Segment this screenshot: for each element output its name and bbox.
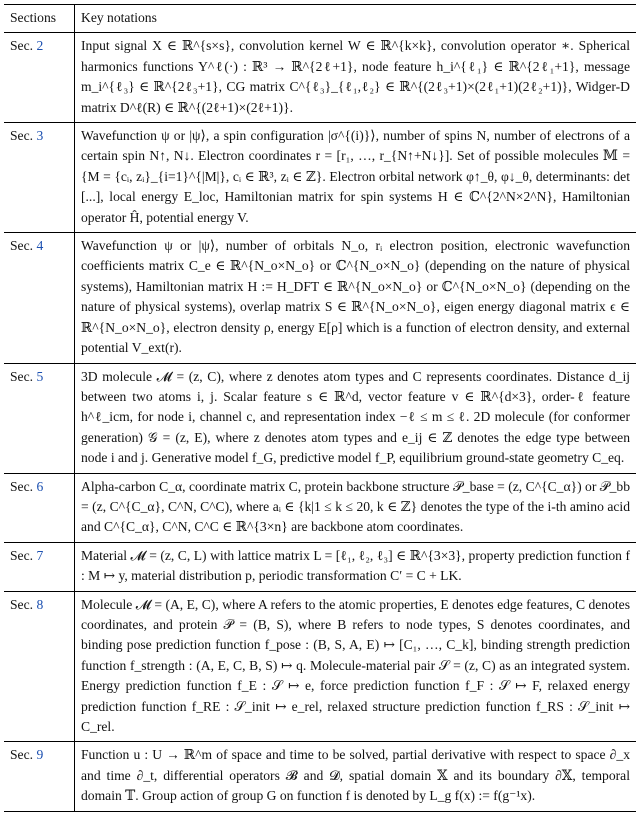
notation-cell: Material 𝓜 = (z, C, L) with lattice matrix L = [ℓ₁, ℓ₂, ℓ₃] ∈ ℝ^{3×3}, property prediction function f : M ↦ y, material distribution p, periodic transformation C′ = C + LK. xyxy=(81,547,630,584)
table-row xyxy=(4,742,636,811)
table-row xyxy=(4,591,636,742)
section-prefix: Sec. xyxy=(10,596,37,612)
section-prefix: Sec. xyxy=(10,368,37,384)
section-cell xyxy=(4,123,75,233)
notation-cell: Wavefunction ψ or |ψ⟩, number of orbitals N_o, rᵢ electron position, electronic wavefunction coefficients matrix C_e ∈ ℝ^{N_o×N_o} or ℂ^{N_o×N_o} (depending on the nature of physical systems), Hamiltonian matrix H := H_DFT ∈ ℝ^{N_o×N_o} or ℂ^{N_o×N_o} (depending on the nature of physical systems), overlap matrix S ∈ ℝ^{N_o×N_o}, eigen energy diagonal matrix ϵ ∈ ℝ^{N_o×N_o}, electron density ρ, energy E[ρ] which is a function of electron density, and external potential V_ext(r). xyxy=(81,238,630,356)
section-link[interactable]: 3 xyxy=(36,128,44,144)
table-row xyxy=(4,363,636,473)
notation-cell: Molecule 𝓜 = (A, E, C), where A refers to the atomic properties, E denotes edge features, C denotes coordinates, and protein 𝒫 = (B, S), where B refers to node types, S denotes coordinates, and binding pose prediction function f_pose : (B, S, A, E) ↦ [C₁, …, C_k], binding strength prediction function f_strength : (A, E, C, B, S) ↦ q. Molecule-material pair 𝒮 = (z, C) as an integrated system. Energy prediction function f_E : 𝒮 ↦ e, force prediction function f_F : 𝒮 ↦ F, relaxed energy prediction function f_RE : 𝒮_init ↦ e_rel, relaxed structure prediction function f_RS : 𝒮_init ↦ C_rel. xyxy=(81,596,630,734)
table-row xyxy=(4,33,636,123)
section-link[interactable]: 6 xyxy=(36,478,44,494)
section-cell xyxy=(4,473,75,542)
table-row xyxy=(4,123,636,233)
section-link[interactable]: 4 xyxy=(36,238,44,254)
section-cell xyxy=(4,542,75,591)
section-cell xyxy=(4,363,75,473)
notation-cell: Function u : U → ℝ^m of space and time to be solved, partial derivative with respect to space ∂_x and time ∂_t, differential operators 𝓑 and 𝓓, spatial domain 𝕏 and its boundary ∂𝕏, temporal domain 𝕋. Group action of group G on function f is denoted by L_g f(x) := f(g⁻¹x). xyxy=(81,747,630,804)
notation-cell: Input signal X ∈ ℝ^{s×s}, convolution kernel W ∈ ℝ^{k×k}, convolution operator ∗. Spherical harmonics functions Y^ℓ(·) : ℝ³ → ℝ^{2ℓ+1}, node feature h_i^{ℓ₁} ∈ ℝ^{2ℓ₁+1}, message m_i^{ℓ₃} ∈ ℝ^{2ℓ₃+1}, CG matrix C^{ℓ₃}_{ℓ₁,ℓ₂} ∈ ℝ^{(2ℓ₃+1)×(2ℓ₁+1)(2ℓ₂+1)}, Widger-D matrix D^ℓ(R) ∈ ℝ^{(2ℓ+1)×(2ℓ+1)}. xyxy=(81,38,630,115)
notation-cell: Alpha-carbon C_α, coordinate matrix C, protein backbone structure 𝒫_base = (z, C^{C_α}) or 𝒫_bb = (z, C^{C_α}, C^N, C^C), where aᵢ ∈ {k|1 ≤ k ≤ 20, k ∈ ℤ} denotes the type of the i-th amino acid and C^{C_α}, C^N, C^C ∈ ℝ^{3×n} are backbone atom coordinates. xyxy=(81,478,630,535)
header-key-notations: Key notations xyxy=(81,10,157,25)
section-prefix: Sec. xyxy=(10,547,37,563)
section-prefix: Sec. xyxy=(10,128,37,144)
table-row xyxy=(4,542,636,591)
section-link[interactable]: 8 xyxy=(36,596,44,612)
section-cell xyxy=(4,591,75,742)
key-notations-table xyxy=(4,4,636,812)
header-sections: Sections xyxy=(4,5,75,33)
notation-cell: Wavefunction ψ or |ψ⟩, a spin configuration |σ^{(i)}⟩, number of spins N, number of electrons of a certain spin N↑, N↓. Electron coordinates r = [r₁, …, r_{N↑+N↓}]. Set of possible molecules 𝕄 = {M = {cᵢ, zᵢ}_{i=1}^{|M|}, cᵢ ∈ ℝ³, zᵢ ∈ ℤ}. Electron orbital network φ↑_θ, φ↓_θ, determinants: det [...], local energy E_loc, Hamiltonian matrix for spin systems H ∈ ℂ^{2^N×2^N}, Hamiltonian operator Ĥ, potential energy V. xyxy=(81,128,630,225)
table-row xyxy=(4,473,636,542)
section-link[interactable]: 2 xyxy=(36,38,44,54)
notation-cell: 3D molecule 𝓜 = (z, C), where z denotes atom types and C represents coordinates. Distance d_ij between two atoms i, j. Scalar feature s ∈ ℝ^d, vector feature v ∈ ℝ^{d×3}, order-ℓ feature h^ℓ_icm, for node i, channel c, and representation index −ℓ ≤ m ≤ ℓ. 2D molecule (for conformer generation) 𝒢 = (z, E), where z denotes atom types and e_ij ∈ ℤ denotes the edge type between node i and j. Generative model f_G, predictive model f_P, equilibrium ground-state geometry C_eq. xyxy=(81,368,630,466)
table-row xyxy=(4,233,636,363)
section-cell xyxy=(4,233,75,363)
section-prefix: Sec. xyxy=(10,478,37,494)
section-cell xyxy=(4,33,75,123)
section-cell xyxy=(4,742,75,811)
section-prefix: Sec. xyxy=(10,747,37,763)
section-link[interactable]: 9 xyxy=(36,747,44,763)
section-prefix: Sec. xyxy=(10,238,37,254)
section-prefix: Sec. xyxy=(10,38,37,54)
table-header-row xyxy=(4,5,636,33)
section-link[interactable]: 7 xyxy=(36,547,44,563)
section-link[interactable]: 5 xyxy=(36,368,44,384)
